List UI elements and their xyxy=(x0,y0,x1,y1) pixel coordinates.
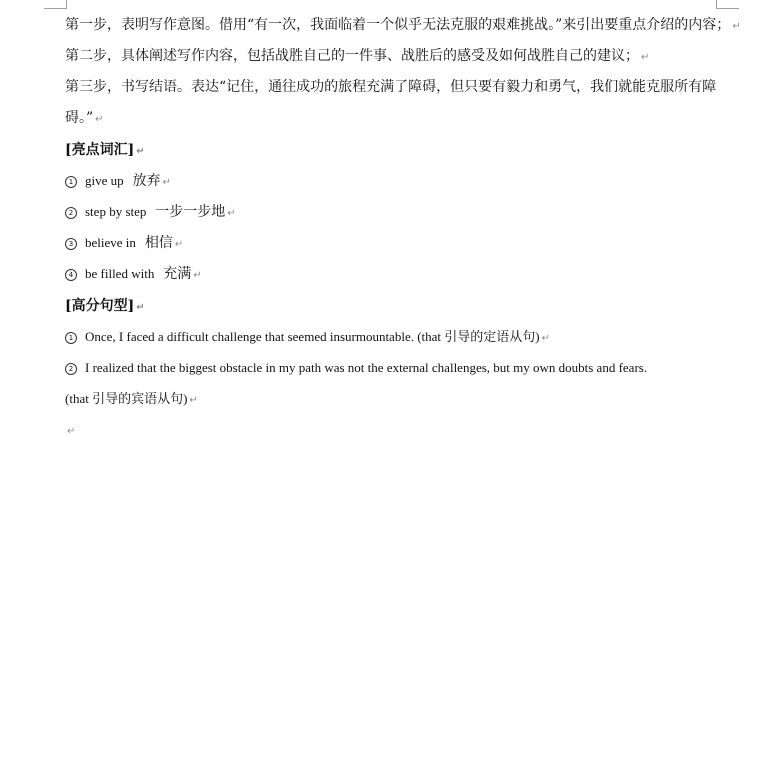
paragraph-mark-icon: ↵ xyxy=(67,426,76,437)
sentence-item: 2 I realized that the biggest obstacle in my path was not the external challenges, but my own doubts and fears. xyxy=(65,358,647,378)
paragraph-step-3: 第三步，书写结语。表达“记住，通往成功的旅程充满了障碍，但只要有毅力和勇气，我们就能克服所有障 xyxy=(65,79,717,95)
paragraph-mark-icon: ↵ xyxy=(136,302,145,313)
empty-paragraph xyxy=(65,420,75,442)
paragraph-mark-icon: ↵ xyxy=(162,177,171,188)
circled-number: 3 xyxy=(65,238,77,250)
vocab-item: 4 be filled with 充满 ↵ xyxy=(65,264,202,286)
circled-number: 2 xyxy=(65,207,77,219)
circled-number: 1 xyxy=(65,332,77,344)
paragraph-mark-icon: ↵ xyxy=(732,21,741,32)
sentence-item-cont: (that 引导的宾语从句) ↵ xyxy=(65,391,198,406)
page-corner-top-left xyxy=(44,0,67,9)
vocab-item: 1 give up 放弃 ↵ xyxy=(65,171,171,193)
paragraph-mark-icon: ↵ xyxy=(193,270,202,281)
circled-number: 4 xyxy=(65,269,77,281)
paragraph-mark-icon: ↵ xyxy=(174,239,184,250)
paragraph-mark-icon: ↵ xyxy=(95,114,104,125)
paragraph-mark-icon: ↵ xyxy=(227,208,236,219)
paragraph-mark-icon: ↵ xyxy=(189,395,198,406)
vocab-heading: [亮点词汇] ↵ xyxy=(65,142,145,158)
paragraph-mark-icon: ↵ xyxy=(136,146,145,157)
sentence-item: 1 Once, I faced a difficult challenge that seemed insurmountable. (that 引导的定语从句) ↵ xyxy=(65,327,550,349)
page-corner-top-right xyxy=(716,0,739,9)
paragraph-mark-icon: ↵ xyxy=(641,52,650,63)
sentences-heading: [高分句型] ↵ xyxy=(65,298,145,314)
paragraph-step-2: 第二步，具体阐述写作内容，包括战胜自己的一件事、战胜后的感受及如何战胜自己的建议； ↵ xyxy=(65,48,650,64)
paragraph-mark-icon: ↵ xyxy=(541,333,551,344)
circled-number: 1 xyxy=(65,176,77,188)
circled-number: 2 xyxy=(65,363,77,375)
vocab-item: 3 believe in 相信 ↵ xyxy=(65,233,183,255)
paragraph-step-3-cont: 碍。” ↵ xyxy=(65,110,104,126)
vocab-item: 2 step by step 一步一步地 ↵ xyxy=(65,202,236,224)
paragraph-step-1: 第一步，表明写作意图。借用“有一次，我面临着一个似乎无法克服的艰难挑战。”来引出要重点介绍的内容； ↵ xyxy=(65,17,741,33)
